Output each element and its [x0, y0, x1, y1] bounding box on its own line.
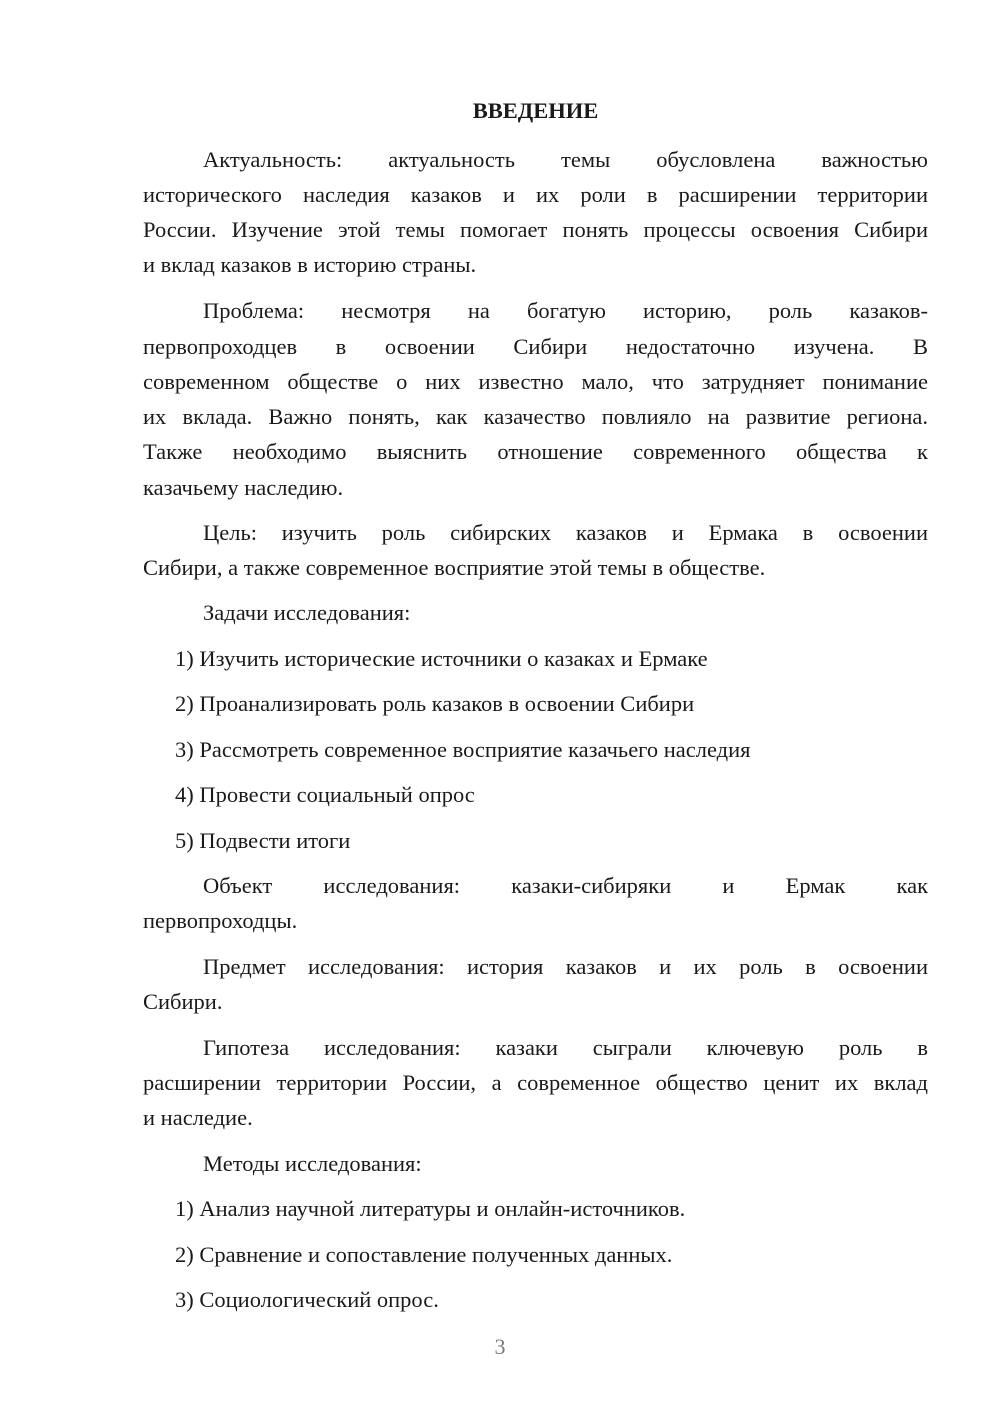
paragraph-line: Предмет исследования: история казаков и их роль в освоении — [203, 954, 928, 979]
paragraph-line: современном обществе о них известно мало, что затрудняет понимание — [143, 369, 928, 394]
paragraph-line: и вклад казаков в историю страны. — [143, 252, 477, 277]
paragraph-line: расширении территории России, а современное общество ценит их вклад — [143, 1070, 928, 1095]
tasks-heading: Задачи исследования: — [203, 600, 411, 625]
paragraph-line: Объект исследования: казаки-сибиряки и Ермак как — [203, 873, 928, 898]
list-item: 1) Изучить исторические источники о казаках и Ермаке — [175, 646, 708, 671]
paragraph-line: первопроходцы. — [143, 908, 298, 933]
methods-heading: Методы исследования: — [203, 1151, 422, 1176]
paragraph-line: Сибири, а также современное восприятие этой темы в обществе. — [143, 555, 766, 580]
list-item: 3) Социологический опрос. — [175, 1287, 439, 1312]
paragraph-line: и наследие. — [143, 1105, 253, 1130]
paragraph-line: первопроходцев в освоении Сибири недостаточно изучена. В — [143, 334, 928, 359]
paragraph-line: Проблема: несмотря на богатую историю, роль казаков- — [203, 298, 928, 323]
page-number: 3 — [494, 1334, 506, 1359]
page-title: ВВЕДЕНИЕ — [472, 98, 599, 123]
paragraph-line: Актуальность: актуальность темы обусловлена важностью — [203, 147, 928, 172]
paragraph-line: России. Изучение этой темы помогает понять процессы освоения Сибири — [143, 217, 928, 242]
paragraph-line: Также необходимо выяснить отношение современного общества к — [143, 439, 928, 464]
list-item: 2) Сравнение и сопоставление полученных данных. — [175, 1242, 673, 1267]
list-item: 2) Проанализировать роль казаков в освоении Сибири — [175, 691, 695, 716]
list-item: 5) Подвести итоги — [175, 828, 351, 853]
list-item: 3) Рассмотреть современное восприятие казачьего наследия — [175, 737, 751, 762]
paragraph-line: казачьему наследию. — [143, 475, 344, 500]
list-item: 4) Провести социальный опрос — [175, 782, 475, 807]
paragraph-line: исторического наследия казаков и их роли в расширении территории — [143, 182, 928, 207]
paragraph-line: их вклада. Важно понять, как казачество повлияло на развитие региона. — [143, 404, 928, 429]
paragraph-line: Гипотеза исследования: казаки сыграли ключевую роль в — [203, 1035, 928, 1060]
paragraph-line: Сибири. — [143, 989, 223, 1014]
paragraph-line: Цель: изучить роль сибирских казаков и Ермака в освоении — [203, 520, 928, 545]
list-item: 1) Анализ научной литературы и онлайн-источников. — [175, 1196, 686, 1221]
